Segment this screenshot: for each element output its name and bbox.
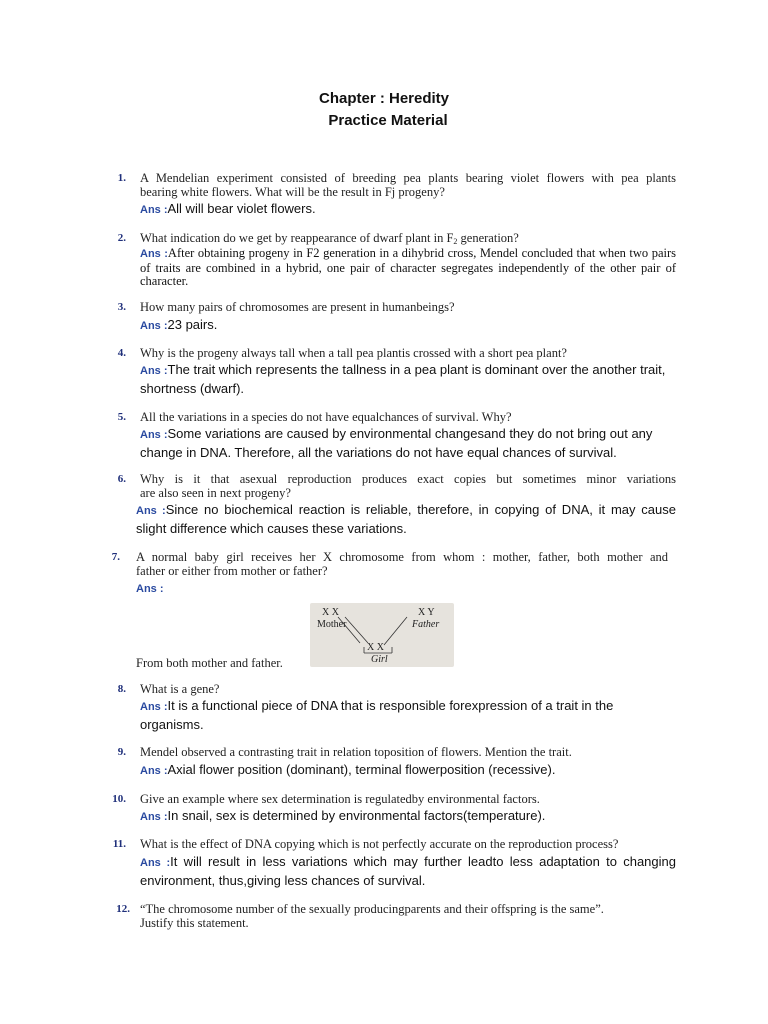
question-number: 1. [117, 172, 126, 184]
question-text: Why is it that asexual reproduction produces exact copies but sometimes minor variations [140, 472, 676, 486]
ans-label: Ans : [140, 365, 168, 377]
father-chromosomes: X Y [418, 607, 435, 618]
father-x-line [384, 617, 407, 645]
question-number: 12. [116, 903, 130, 915]
ans-label: Ans : [140, 429, 168, 441]
question-text: Give an example where sex determination is regulatedby environmental factors. [140, 792, 540, 806]
question-number: 8. [117, 683, 126, 695]
answer: Ans :It will result in less variations which may further leadto less adaptation to changing environment, thus,giving less chances of survival. [140, 854, 676, 888]
answer: Ans :After obtaining progeny in F2 generation in a dihybrid cross, Mendel concluded that when two pairs of traits are combined in a hybrid, one pair of character segregates independently of the other pair of character. [140, 246, 677, 288]
question-text: Justify this statement. [140, 916, 249, 930]
question-number: 7. [111, 551, 120, 563]
question-text: father or either from mother or father? [136, 564, 328, 578]
question-text: What is the effect of DNA copying which is not perfectly accurate on the reproduction process? [140, 837, 619, 851]
question-number: 3. [117, 301, 126, 313]
answer [136, 579, 672, 598]
chapter-title: Chapter : Heredity [318, 90, 450, 107]
question-text: A normal baby girl receives her X chromosome from whom : mother, father, both mother and [136, 550, 668, 564]
answer: Ans :Axial flower position (dominant), terminal flowerposition (recessive). [140, 762, 556, 777]
answer: Ans :In snail, sex is determined by environmental factors(temperature). [140, 808, 546, 823]
answer: Ans :All will bear violet flowers. [140, 201, 316, 216]
question-text: A Mendelian experiment consisted of breeding pea plants bearing violet flowers with pea plants [140, 171, 676, 185]
question-number: 9. [117, 746, 126, 758]
answer: Ans :It is a functional piece of DNA that is responsible forexpression of a trait in the organisms. [140, 698, 614, 732]
ans-label: Ans : [140, 320, 168, 332]
question-number: 2. [117, 232, 126, 244]
question-text: Mendel observed a contrasting trait in relation toposition of flowers. Mention the trait. [140, 745, 572, 759]
inheritance-diagram [310, 603, 454, 667]
answer: From both mother and father. [136, 656, 283, 670]
ans-label: Ans : [140, 248, 168, 260]
question-text: What is a gene? [140, 682, 220, 696]
question-text: bearing white flowers. What will be the result in Fj progeny? [140, 185, 445, 199]
ans-label: Ans : [140, 701, 168, 713]
father-label: Father [412, 619, 440, 630]
mother-chromosomes: X X [322, 607, 339, 618]
ans-label: Ans : [136, 583, 164, 595]
ans-label: Ans : [140, 857, 171, 869]
ans-label: Ans : [140, 765, 168, 777]
answer: Ans :The trait which represents the tallness in a pea plant is dominant over the another trait, shortness (dwarf). [140, 362, 666, 396]
question-number: 6. [117, 473, 126, 485]
question-text: “The chromosome number of the sexually producingparents and their offspring is the same”. [140, 902, 604, 916]
ans-label: Ans : [136, 505, 166, 517]
question-number: 10. [112, 793, 126, 805]
question-number: 4. [117, 347, 126, 359]
page-subtitle: Practice Material [328, 112, 448, 129]
question-text: are also seen in next progeny? [140, 486, 291, 500]
ans-label: Ans : [140, 811, 168, 823]
mother-label: Mother [317, 619, 347, 630]
question-number: 11. [112, 838, 126, 850]
ans-label: Ans : [140, 204, 168, 216]
question-text: What indication do we get by reappearance of dwarf plant in $F_2$ generation? [140, 231, 519, 246]
question-text: Why is the progeny always tall when a tall pea plantis crossed with a short pea plant? [140, 346, 567, 360]
question-text: All the variations in a species do not have equalchances of survival. Why? [140, 410, 512, 424]
question-number: 5. [117, 411, 126, 423]
girl-chromosomes: X X [367, 642, 384, 653]
girl-label: Girl [371, 654, 388, 665]
answer: Ans :23 pairs. [140, 317, 218, 332]
question-text: How many pairs of chromosomes are present in humanbeings? [140, 300, 455, 314]
answer: Ans :Since no biochemical reaction is reliable, therefore, in copying of DNA, it may cause slight difference which causes these variations. [136, 502, 676, 536]
answer: Ans :Some variations are caused by environmental changesand they do not bring out any change in DNA. Therefore, all the variations do not have equal chances of survival. [140, 426, 653, 460]
